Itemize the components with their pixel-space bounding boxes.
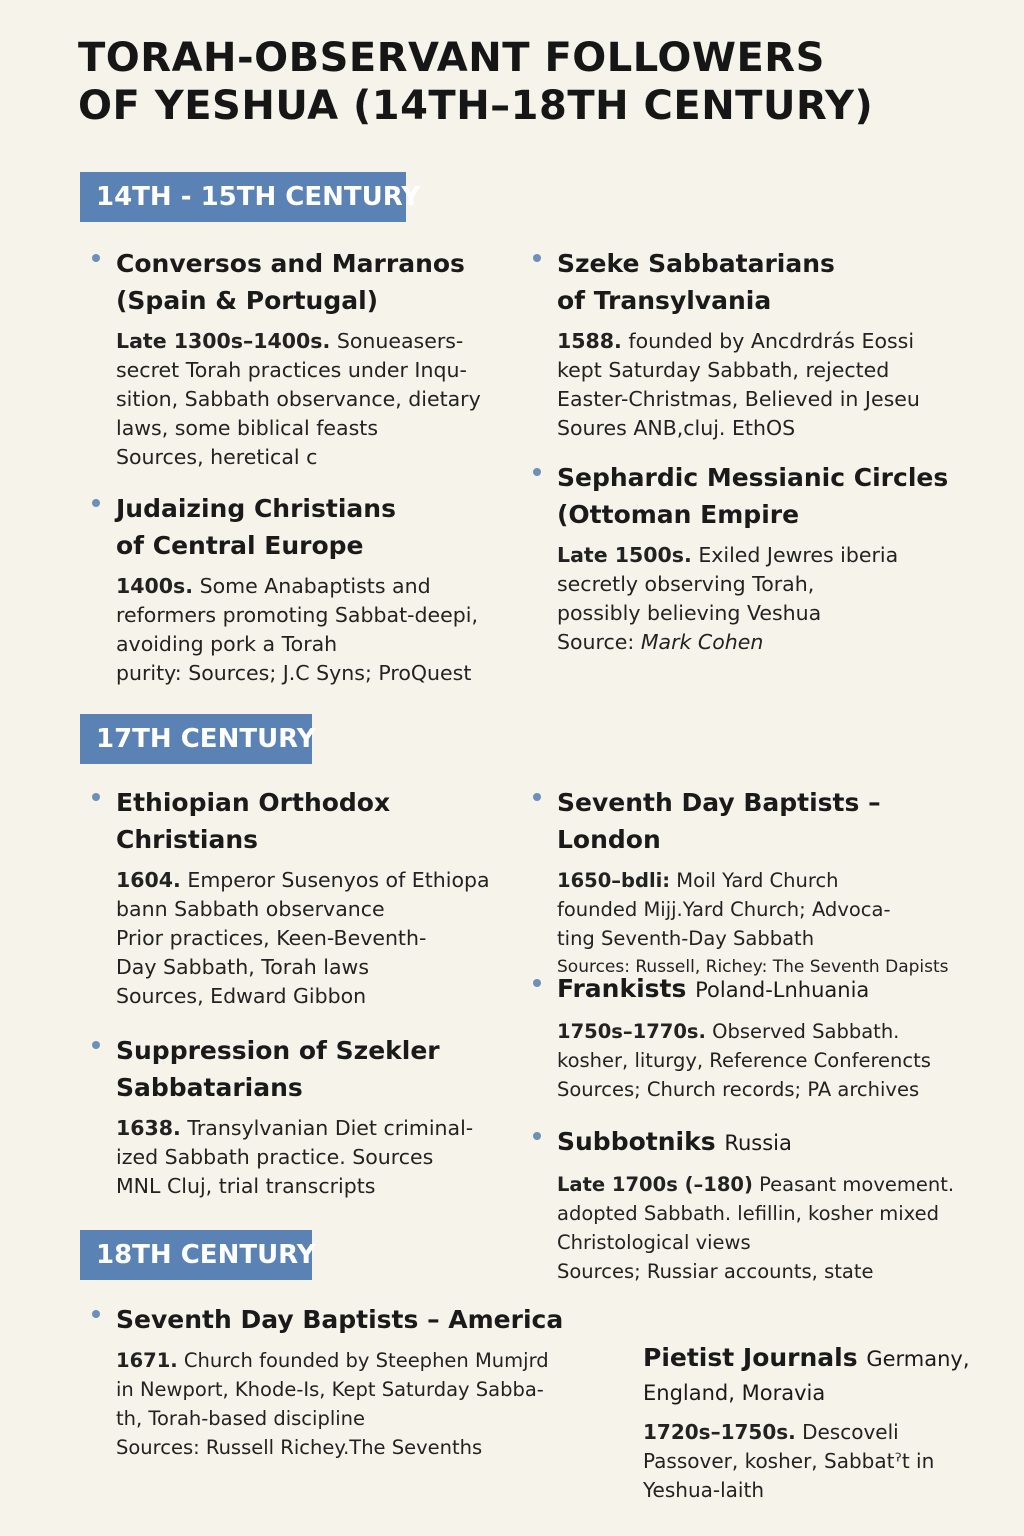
entry-description: 1720s–1750s. Descoveli Passover, kosher, Sabbatˀt in Yeshua-laith	[643, 1420, 935, 1502]
entry-seventh-day-baptists-america	[116, 1301, 606, 1462]
entry-title: Suppression of Szekler Sabbatarians	[116, 1036, 440, 1102]
bullet-icon	[92, 793, 100, 801]
entry-description: 1588. founded by Ancdrdrás Eossi kept Saturday Sabbath, rejected Easter-Christmas, Believed in Jeseu Soures ANB,cluj. EthOS	[557, 329, 920, 440]
entry-description: 1604. Emperor Susenyos of Ethiopa bann Sabbath observance Prior practices, Keen-Beventh- Day Sabbath, Torah laws Sources, Edward Gibbon	[116, 868, 490, 1008]
entry-seventh-day-baptists-london	[557, 784, 987, 982]
entry-szekely-sabbatarians	[557, 245, 977, 443]
entry-title: Frankists Poland-Lnhuania	[557, 974, 870, 1003]
section-header-18th-century: 18TH CENTURY	[80, 1230, 312, 1280]
entry-title: Ethiopian Orthodox Christians	[116, 788, 391, 854]
entry-description: Late 1500s. Exiled Jewres iberia secretly observing Torah, possibly believing Veshua Source: Mark Cohen	[557, 543, 899, 654]
bullet-icon	[533, 979, 541, 987]
entry-description: 1650–bdli: Moil Yard Church founded Mijj.Yard Church; Advoca- ting Seventh-Day Sabbath Sources: Russell, Richey: The Seventh Dapists	[557, 869, 949, 977]
entry-title: Conversos and Marranos (Spain & Portugal)	[116, 249, 465, 315]
entry-description: 1638. Transylvanian Diet criminal- ized Sabbath practice. Sources MNL Cluj, trial transcripts	[116, 1116, 474, 1198]
entry-description: 1400s. Some Anabaptists and reformers promoting Sabbat-deepi, avoiding pork a Torah purity: Sources; J.C Syns; ProQuest	[116, 574, 478, 685]
entry-frankists	[557, 970, 987, 1104]
bullet-icon	[533, 1132, 541, 1140]
entry-title: Seventh Day Baptists – America	[116, 1305, 564, 1334]
section-header-14th-15th-century: 14TH - 15TH CENTURY	[80, 172, 406, 222]
entry-suppression-szekler	[116, 1032, 516, 1201]
bullet-icon	[92, 1310, 100, 1318]
entry-title: Seventh Day Baptists – London	[557, 788, 881, 854]
entry-conversos-marranos	[116, 245, 516, 472]
entry-title: Sephardic Messianic Circles (Ottoman Empire	[557, 463, 949, 529]
section-header-17th-century: 17TH CENTURY	[80, 714, 312, 764]
entry-description: 1750s–1770s. Observed Sabbath. kosher, liturgy, Reference Conferencts Sources; Church records; PA archives	[557, 1020, 931, 1101]
entry-description: 1671. Church founded by Steephen Mumjrd in Newport, Khode-Is, Kept Saturday Sabba- th, Torah-based discipline Sources: Russell Richey.The Sevenths	[116, 1349, 549, 1459]
bullet-icon	[92, 499, 100, 507]
entry-description: Late 1300s–1400s. Sonueasers- secret Torah practices under Inqu- sition, Sabbath observance, dietary laws, some biblical feasts Sources, heretical c	[116, 329, 481, 469]
bullet-icon	[92, 254, 100, 262]
entry-sephardic-messianic-circles	[557, 459, 977, 657]
bullet-icon	[92, 1041, 100, 1049]
page-title: TORAH-OBSERVANT FOLLOWERS OF YESHUA (14TH–18TH CENTURY)	[78, 35, 874, 129]
entry-title: Pietist Journals Germany, England, Moravia	[643, 1343, 970, 1405]
entry-title: Szeke Sabbatarians of Transylvania	[557, 249, 835, 315]
entry-subbotniks	[557, 1123, 987, 1286]
bullet-icon	[533, 793, 541, 801]
entry-pietist-journals	[643, 1341, 983, 1505]
bullet-icon	[533, 254, 541, 262]
entry-description: Late 1700s (–180) Peasant movement. adopted Sabbath. lefillin, kosher mixed Christological views Sources; Russiar accounts, state	[557, 1173, 955, 1283]
entry-judaizing-christians	[116, 490, 516, 688]
entry-title: Judaizing Christians of Central Europe	[116, 494, 396, 560]
bullet-icon	[533, 468, 541, 476]
entry-ethiopian-orthodox	[116, 784, 516, 1011]
entry-title: Subbotniks Russia	[557, 1127, 792, 1156]
